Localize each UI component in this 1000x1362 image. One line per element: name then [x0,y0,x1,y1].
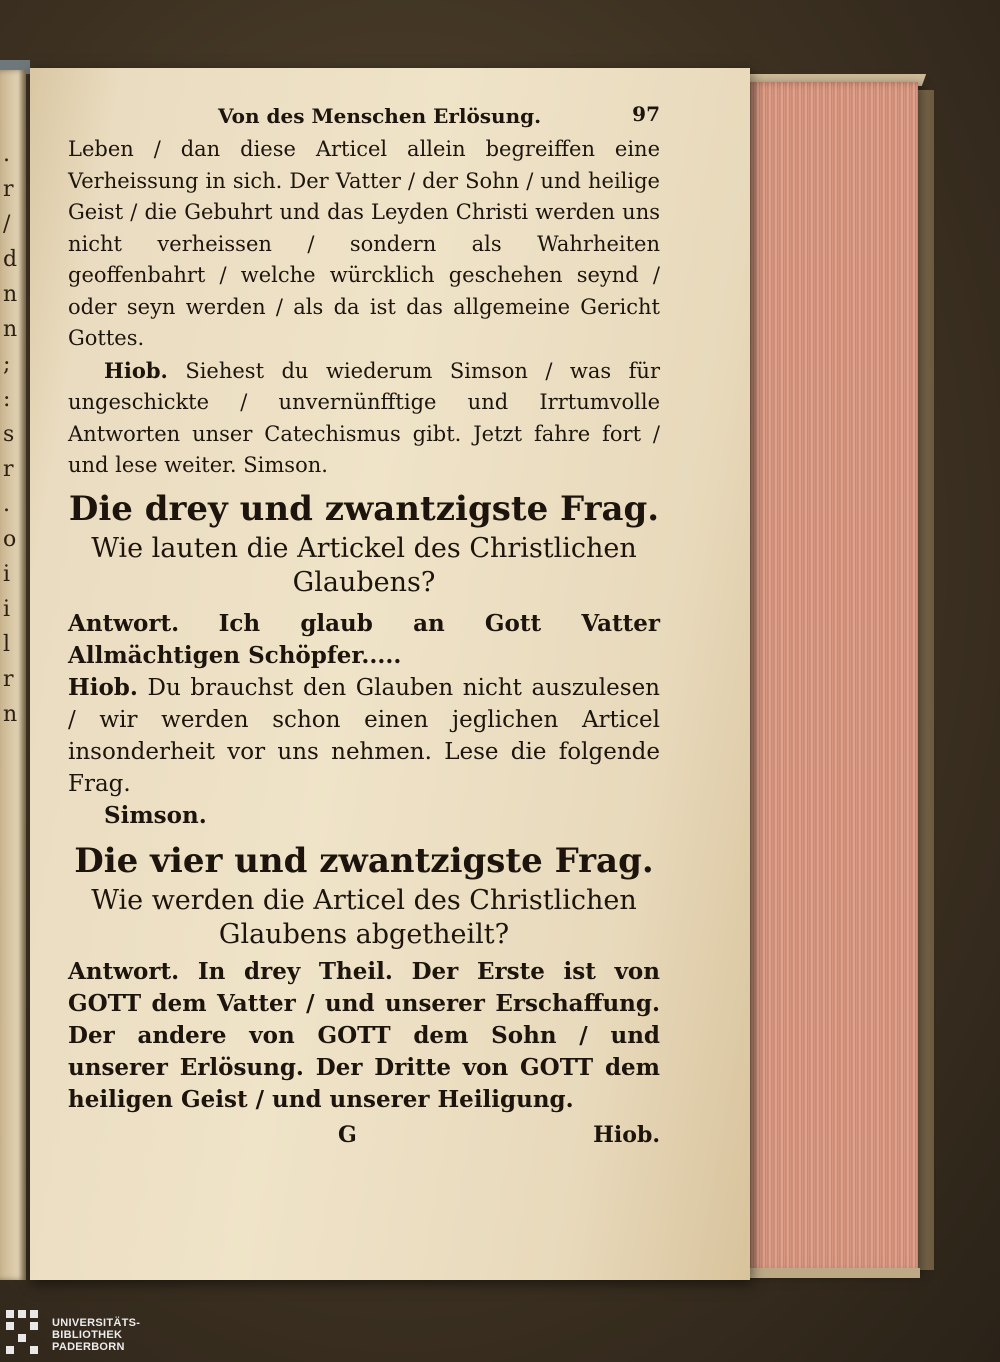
paragraph-2-text: Siehest du wiederum Simson / was für ungeschickte / unvernünfftige und Irrtumvolle Antworten unser Catechismus gibt. Jetzt fahre fort / und lese weiter. [68,358,660,477]
logo-line-3: PADERBORN [52,1341,125,1353]
previous-page-char: : [3,387,11,412]
page-footer [68,1122,660,1158]
logo-line-1: UNIVERSITÄTS- [52,1317,141,1329]
previous-page-char: o [3,527,17,552]
book-bottom-edge [748,1268,920,1278]
previous-page-char: n [3,317,18,342]
paragraph-1: Leben / dan diese Articel allein begreiffen eine Verheissung in sich. Der Vatter / der Sohn / und heilige Geist / die Gebuhrt und das Leyden Christi werden uns nicht verheissen / sondern als Wahrheiten geoffenbahrt / welche würcklich geschehen seynd / oder seyn werden / als da ist das allgemeine Gericht Gottes. [68,137,660,350]
library-logo-mark [6,1310,44,1360]
answer-label: Antwort. [68,609,180,637]
paragraph-2 [68,355,660,482]
previous-page-char: . [3,492,10,517]
previous-page-char: r [3,177,14,202]
signature-mark: G [338,1121,357,1148]
previous-page-char: ; [3,352,11,377]
previous-page-char: n [3,702,18,727]
book-fore-edge [748,82,918,1272]
question-23-hiob [68,672,660,800]
page-text [68,100,660,1158]
answer-label: Antwort. [68,957,180,985]
question-24-text: Wie werden die Articel des Christlichen Glaubens abgetheilt? [91,884,637,950]
question-23-answer [68,608,660,672]
previous-page-char: r [3,667,14,692]
answer-text: Ich glaub an Gott Vatter Allmächtigen Schöpfer..... [68,609,660,669]
running-head [68,100,660,134]
speaker-simson: Simson. [243,453,328,477]
question-24-heading: Die vier und zwantzigste Frag. [74,840,654,881]
question-24-answer [68,956,660,1116]
question-23-heading: Die drey und zwantzigste Frag. [68,488,660,529]
previous-page-char: n [3,282,18,307]
previous-page-char: . [3,142,10,167]
running-head-title: Von des Menschen Erlösung. [218,104,542,128]
speaker-simson: Simson. [104,801,207,829]
previous-page-edge [0,70,26,1280]
answer-text: In drey Theil. Der Erste ist von GOTT dem Vatter / und unserer Erschaffung. Der andere von GOTT dem Sohn / und unserer Erlösung. Der Dritte von GOTT dem heiligen Geist / und unserer Heiligung. [68,957,660,1113]
question-23-text: Wie lauten die Artickel des Christlichen Glaubens? [91,532,637,598]
speaker-hiob: Hiob. [104,357,168,383]
library-logo [0,1308,160,1362]
previous-page-char: d [3,247,18,272]
previous-page-char: / [3,212,11,237]
previous-page-char: i [3,562,11,587]
page-number: 97 [632,102,660,126]
catchword: Hiob. [593,1121,660,1148]
library-logo-text [52,1317,140,1353]
logo-line-2: BIBLIOTHEK [52,1329,123,1341]
previous-page-char: l [3,632,11,657]
previous-page-char: r [3,457,14,482]
hiob-text: Du brauchst den Glauben nicht auszulesen / wir werden schon einen jeglichen Articel insonderheit vor uns nehmen. Lese die folgende Frag. [68,674,660,797]
speaker-hiob: Hiob. [68,673,138,701]
previous-page-char: i [3,597,11,622]
previous-page-char: s [3,422,15,447]
